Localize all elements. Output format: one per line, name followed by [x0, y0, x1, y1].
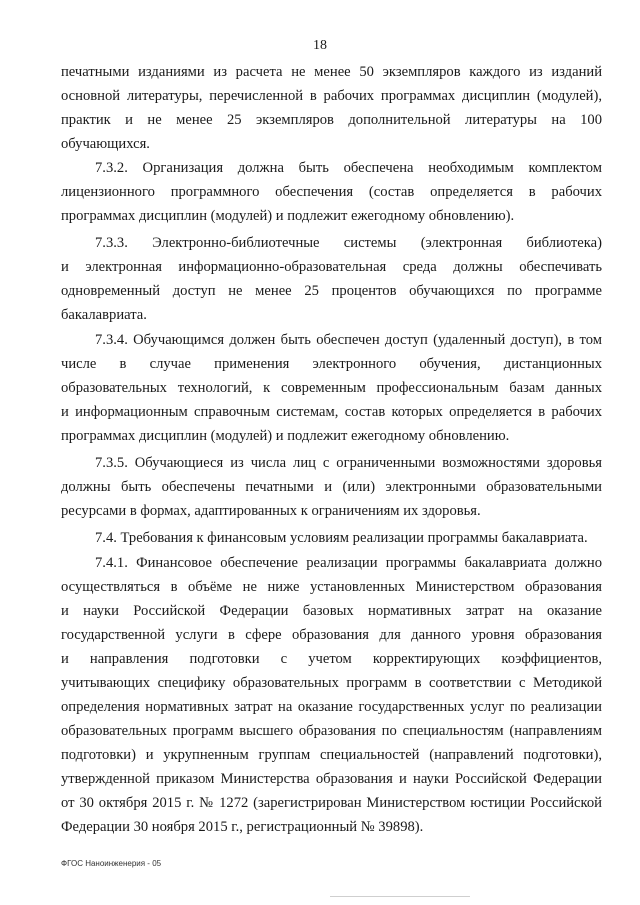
- text-line: лицензионного программного обеспечения (состав определяется в рабочих: [61, 184, 602, 200]
- scan-edge-mark: [330, 896, 470, 897]
- text-line: программах дисциплин (модулей) и подлежит ежегодному обновлению).: [61, 208, 515, 224]
- text-line: и электронная информационно-образовательная среда должны обеспечивать: [61, 259, 602, 275]
- paragraph-7-3-3: 7.3.3. Электронно-библиотечные системы (электронная библиотека): [95, 235, 602, 251]
- footer-label: ФГОС Наноинженерия - 05: [61, 859, 162, 868]
- text-line: определения нормативных затрат на оказание государственных услуг по реализации: [61, 699, 602, 715]
- text-line: образовательных технологий, к современным профессиональным базам данных: [61, 380, 602, 396]
- text-line: от 30 октября 2015 г. № 1272 (зарегистрирован Министерством юстиции Российской: [61, 795, 602, 811]
- text-line: Федерации 30 ноября 2015 г., регистрационный № 39898).: [61, 819, 424, 835]
- text-line: подготовки) и укрупненным группам специальностей (направлений подготовки),: [61, 747, 602, 763]
- text-line: должны быть обеспечены печатными и (или) электронными образовательными: [61, 479, 602, 495]
- text-line: программах дисциплин (модулей) и подлежит ежегодному обновлению.: [61, 428, 510, 444]
- text-line: осуществляться в объёме не ниже установленных Министерством образования: [61, 579, 602, 595]
- section-heading-7-4: 7.4. Требования к финансовым условиям реализации программы бакалавриата.: [95, 530, 588, 546]
- text-line: обучающихся.: [61, 136, 150, 152]
- paragraph-7-4-1: 7.4.1. Финансовое обеспечение реализации программы бакалавриата должно: [95, 555, 602, 571]
- text-line: утвержденной приказом Министерства образования и науки Российской Федерации: [61, 771, 602, 787]
- text-line: основной литературы, перечисленной в рабочих программах дисциплин (модулей),: [61, 88, 602, 104]
- text-line: и информационным справочным системам, состав которых определяется в рабочих: [61, 404, 602, 420]
- text-line: учитывающих специфику образовательных программ в соответствии с Методикой: [61, 675, 602, 691]
- text-line: одновременный доступ не менее 25 процентов обучающихся по программе: [61, 283, 602, 299]
- text-line: бакалавриата.: [61, 307, 147, 323]
- paragraph-7-3-4: 7.3.4. Обучающимся должен быть обеспечен доступ (удаленный доступ), в том: [95, 332, 602, 348]
- text-line: и направления подготовки с учетом корректирующих коэффициентов,: [61, 651, 602, 667]
- text-line: государственной услуги в сфере образования для данного уровня образования: [61, 627, 602, 643]
- text-line: и науки Российской Федерации базовых нормативных затрат на оказание: [61, 603, 602, 619]
- text-line: практик и не менее 25 экземпляров дополнительной литературы на 100: [61, 112, 602, 128]
- text-line: образовательных программ высшего образования по специальностям (направлениям: [61, 723, 602, 739]
- paragraph-7-3-2: 7.3.2. Организация должна быть обеспечена необходимым комплектом: [95, 160, 602, 176]
- paragraph-7-3-5: 7.3.5. Обучающиеся из числа лиц с ограниченными возможностями здоровья: [95, 455, 602, 471]
- text-line: печатными изданиями из расчета не менее 50 экземпляров каждого из изданий: [61, 64, 602, 80]
- text-line: числе в случае применения электронного обучения, дистанционных: [61, 356, 602, 372]
- page-number: 18: [313, 38, 327, 53]
- text-line: ресурсами в формах, адаптированных к ограничениям их здоровья.: [61, 503, 481, 519]
